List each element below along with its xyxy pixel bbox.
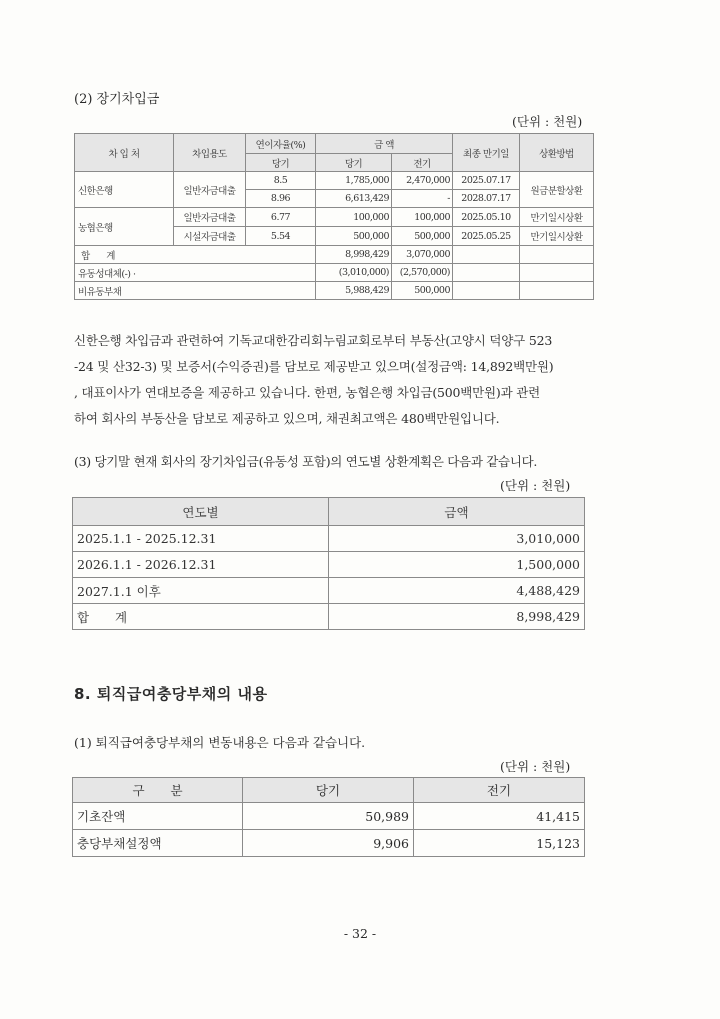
rate-cell: 6.77 xyxy=(246,208,316,227)
table-row xyxy=(73,830,585,857)
current-portion-current: (3,010,000) xyxy=(316,264,392,282)
category-cell: 충당부채설정액 xyxy=(73,830,243,857)
header-amount-prior: 전기 xyxy=(392,154,453,172)
current-amount-cell: 6,613,429 xyxy=(316,190,392,208)
year-cell: 2025.1.1 - 2025.12.31 xyxy=(73,526,329,552)
header-purpose: 차입용도 xyxy=(174,134,246,172)
table-row xyxy=(73,578,585,604)
year-cell: 합 계 xyxy=(73,604,329,630)
section-heading: (2) 장기차입금 xyxy=(74,92,160,107)
section-title: 8. 퇴직급여충당부채의 내용 xyxy=(74,685,268,703)
long-term-borrowings-table xyxy=(74,133,594,300)
category-cell: 기초잔액 xyxy=(73,803,243,830)
header-rate-current: 당기 xyxy=(246,154,316,172)
prior-amount-cell: 2,470,000 xyxy=(392,172,453,190)
paragraph-line: -24 및 산32-3) 및 보증서(수익증권)를 담보로 제공받고 있으며(설정금액: 14,892백만원) xyxy=(74,359,554,374)
header-maturity: 최종 만기일 xyxy=(453,134,520,172)
paragraph-line: , 대표이사가 연대보증을 제공하고 있습니다. 한편, 농협은행 차입금(500백만원)과 관련 xyxy=(74,385,540,400)
current-portion-label: 유동성대체(-) · xyxy=(75,264,316,282)
noncurrent-prior: 500,000 xyxy=(392,282,453,300)
current-amount-cell: 1,785,000 xyxy=(316,172,392,190)
current-amount-cell: 100,000 xyxy=(316,208,392,227)
rate-cell: 5.54 xyxy=(246,227,316,246)
unit-label: (단위 : 천원) xyxy=(500,478,571,493)
maturity-cell: 2025.05.10 xyxy=(453,208,520,227)
current-cell: 9,906 xyxy=(243,830,414,857)
amount-cell: 4,488,429 xyxy=(329,578,585,604)
prior-cell: 41,415 xyxy=(414,803,585,830)
rate-cell: 8.96 xyxy=(246,190,316,208)
current-amount-cell: 500,000 xyxy=(316,227,392,246)
repayment-cell: 만기일시상환 xyxy=(520,208,594,227)
purpose-cell: 일반자금대출 xyxy=(174,172,246,208)
header-lender: 차 입 처 xyxy=(75,134,174,172)
lender-cell: 신한은행 xyxy=(75,172,174,208)
total-row xyxy=(73,604,585,630)
maturity-cell: 2025.05.25 xyxy=(453,227,520,246)
collateral-paragraph xyxy=(74,328,634,432)
unit-label: (단위 : 천원) xyxy=(500,759,571,774)
total-current: 8,998,429 xyxy=(316,246,392,264)
header-year: 연도별 xyxy=(73,498,329,526)
prior-amount-cell: 500,000 xyxy=(392,227,453,246)
header-category: 구 분 xyxy=(73,778,243,803)
current-cell: 50,989 xyxy=(243,803,414,830)
repayment-schedule-table xyxy=(72,497,585,630)
maturity-cell: 2025.07.17 xyxy=(453,172,520,190)
header-current: 당기 xyxy=(243,778,414,803)
table-row xyxy=(73,552,585,578)
total-prior: 3,070,000 xyxy=(392,246,453,264)
table-row xyxy=(73,526,585,552)
purpose-cell: 시설자금대출 xyxy=(174,227,246,246)
maturity-cell: 2028.07.17 xyxy=(453,190,520,208)
header-prior: 전기 xyxy=(414,778,585,803)
header-amount: 금액 xyxy=(329,498,585,526)
header-repayment: 상환방법 xyxy=(520,134,594,172)
prior-amount-cell: 100,000 xyxy=(392,208,453,227)
paragraph-line: 하여 회사의 부동산을 담보로 제공하고 있으며, 채권최고액은 480백만원입니다. xyxy=(74,411,500,426)
noncurrent-current: 5,988,429 xyxy=(316,282,392,300)
section-heading: (3) 당기말 현재 회사의 장기차입금(유동성 포함)의 연도별 상환계획은 다음과 같습니다. xyxy=(74,454,538,469)
amount-cell: 1,500,000 xyxy=(329,552,585,578)
prior-cell: 15,123 xyxy=(414,830,585,857)
page-number: - 32 - xyxy=(343,926,377,941)
year-cell: 2027.1.1 이후 xyxy=(73,578,329,604)
purpose-cell: 일반자금대출 xyxy=(174,208,246,227)
paragraph-line: 신한은행 차입금과 관련하여 기독교대한감리회누림교회로부터 부동산(고양시 덕양구 523 xyxy=(74,333,553,348)
unit-label: (단위 : 천원) xyxy=(512,114,583,129)
noncurrent-label: 비유동부채 xyxy=(75,282,316,300)
current-portion-prior: (2,570,000) xyxy=(392,264,453,282)
total-label: 합 계 xyxy=(75,246,316,264)
rate-cell: 8.5 xyxy=(246,172,316,190)
noncurrent-row xyxy=(75,282,594,300)
current-portion-row xyxy=(75,264,594,282)
total-row xyxy=(75,246,594,264)
header-rate: 연이자율(%) xyxy=(246,134,316,154)
prior-amount-cell: - xyxy=(392,190,453,208)
table-row xyxy=(75,172,594,190)
section-heading: (1) 퇴직급여충당부채의 변동내용은 다음과 같습니다. xyxy=(74,735,366,750)
table-row xyxy=(73,803,585,830)
table-row xyxy=(75,208,594,227)
amount-cell: 3,010,000 xyxy=(329,526,585,552)
header-amount: 금 액 xyxy=(316,134,453,154)
repayment-cell: 만기일시상환 xyxy=(520,227,594,246)
amount-cell: 8,998,429 xyxy=(329,604,585,630)
repayment-cell: 원금분할상환 xyxy=(520,172,594,208)
lender-cell: 농협은행 xyxy=(75,208,174,246)
retirement-allowance-table xyxy=(72,777,585,857)
year-cell: 2026.1.1 - 2026.12.31 xyxy=(73,552,329,578)
header-amount-current: 당기 xyxy=(316,154,392,172)
